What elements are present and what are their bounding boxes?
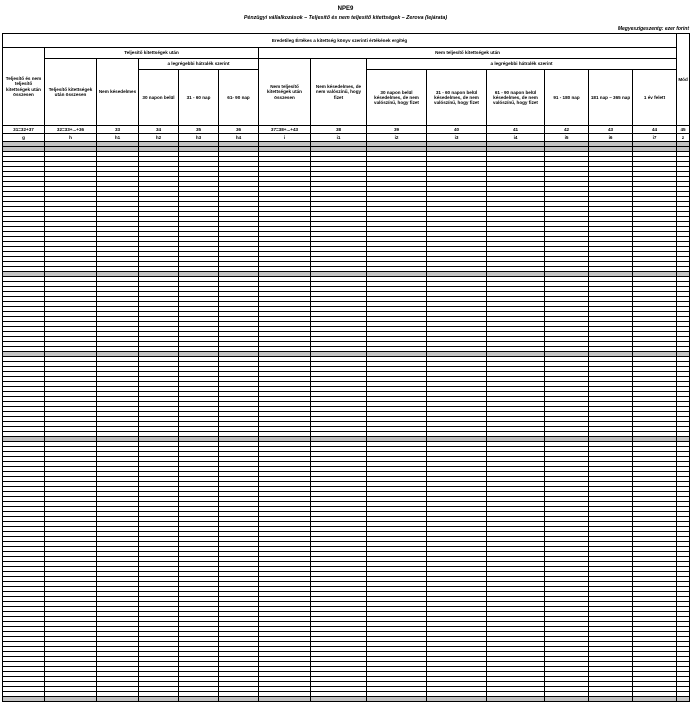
letter-cell: i5 (545, 134, 589, 142)
code-cell: 39 (367, 126, 427, 134)
table-cell[interactable] (179, 697, 219, 702)
code-cell: 42 (545, 126, 589, 134)
code-cell: 43 (589, 126, 633, 134)
table-cell[interactable] (139, 697, 179, 702)
letter-cell: h4 (219, 134, 259, 142)
col-30: 30 napon belül (139, 70, 179, 126)
table-cell[interactable] (367, 697, 427, 702)
group-performing: Teljesítő kitettségek után (45, 48, 259, 59)
code-cell: 41 (487, 126, 545, 134)
table-cell[interactable] (97, 697, 139, 702)
code-cell: 35 (179, 126, 219, 134)
table-cell[interactable] (3, 697, 45, 702)
table-cell[interactable] (633, 697, 677, 702)
data-rows (3, 142, 690, 702)
letter-cell: h (45, 134, 97, 142)
letter-cell: z (677, 134, 690, 142)
table-cell[interactable] (311, 697, 367, 702)
letter-cell: h2 (139, 134, 179, 142)
letter-cell: i1 (311, 134, 367, 142)
code-row (3, 126, 690, 134)
col-np-1y: 1 év felett (633, 70, 677, 126)
table-cell[interactable] (259, 697, 311, 702)
document-subtitle: Pénzügyi vállalkozások – Teljesítő és nem teljesítő kitettségek – Zerova (lejárata) (243, 15, 448, 21)
col-np-181-365: 181 nap – 365 nap (589, 70, 633, 126)
col-np-91-180: 91 - 180 nap (545, 70, 589, 126)
letter-cell: i7 (633, 134, 677, 142)
letter-cell: i4 (487, 134, 545, 142)
letter-cell: i (259, 134, 311, 142)
code-cell: 40 (427, 126, 487, 134)
unit-note: Megyeszigeszentg: ezer forint (617, 26, 689, 32)
table-row (3, 697, 690, 702)
col-np-31-60: 31 - 60 napon belül késedelmes, de nem valószínű, hogy fizet (427, 70, 487, 126)
code-cell: 38 (311, 126, 367, 134)
col-np-61-90: 61 - 90 napon belül késedelmes, de nem valószínű, hogy fizet (487, 70, 545, 126)
col-nonperf-total: Nem teljesítő kitettségek után összesen (259, 59, 311, 126)
letter-cell: h1 (97, 134, 139, 142)
group-nonperforming: Nem teljesítő kitettségek után (259, 48, 677, 59)
col-61-90: 61- 90 nap (219, 70, 259, 126)
table-cell[interactable] (45, 697, 97, 702)
col-perf-total: Teljesítő kitettségek után összesen (45, 59, 97, 126)
code-cell: 34 (139, 126, 179, 134)
col-np-30: 30 napon belül késedelmes, de nem valószínű, hogy fizet (367, 70, 427, 126)
document-title: NPE9 (337, 6, 354, 12)
col-np-not-overdue: Nem késedelmes, de nem valószínű, hogy fizet (311, 59, 367, 126)
col-total: Teljesítő és nem teljesítő kitettségek után összesen (3, 48, 45, 126)
table-cell[interactable] (219, 697, 259, 702)
code-cell: 45 (677, 126, 690, 134)
letter-cell: i6 (589, 134, 633, 142)
table-cell[interactable] (427, 697, 487, 702)
table-cell[interactable] (545, 697, 589, 702)
col-mod: Mód (677, 34, 690, 126)
code-cell: 37=38+...+43 (259, 126, 311, 134)
code-cell: 32=33+...+36 (45, 126, 97, 134)
letter-cell: g (3, 134, 45, 142)
report-table (2, 33, 690, 702)
code-cell: 36 (219, 126, 259, 134)
letter-cell: i2 (367, 134, 427, 142)
table-cell[interactable] (677, 697, 690, 702)
letter-cell: h3 (179, 134, 219, 142)
col-31-60: 31 - 60 nap (179, 70, 219, 126)
table-cell[interactable] (589, 697, 633, 702)
sub-overdue-perf: a legrégebbi hátralék szerint (139, 59, 259, 70)
letter-row (3, 134, 690, 142)
top-header: Eredetileg Értékes a kitettség könyv szerinti értékének ergítég (3, 34, 677, 48)
code-cell: 31=32+37 (3, 126, 45, 134)
sub-overdue-nonperf: a legrégebbi hátralék szerint (367, 59, 677, 70)
letter-cell: i3 (427, 134, 487, 142)
col-not-overdue: Nem késedelmes (97, 59, 139, 126)
table-cell[interactable] (487, 697, 545, 702)
code-cell: 33 (97, 126, 139, 134)
code-cell: 44 (633, 126, 677, 134)
